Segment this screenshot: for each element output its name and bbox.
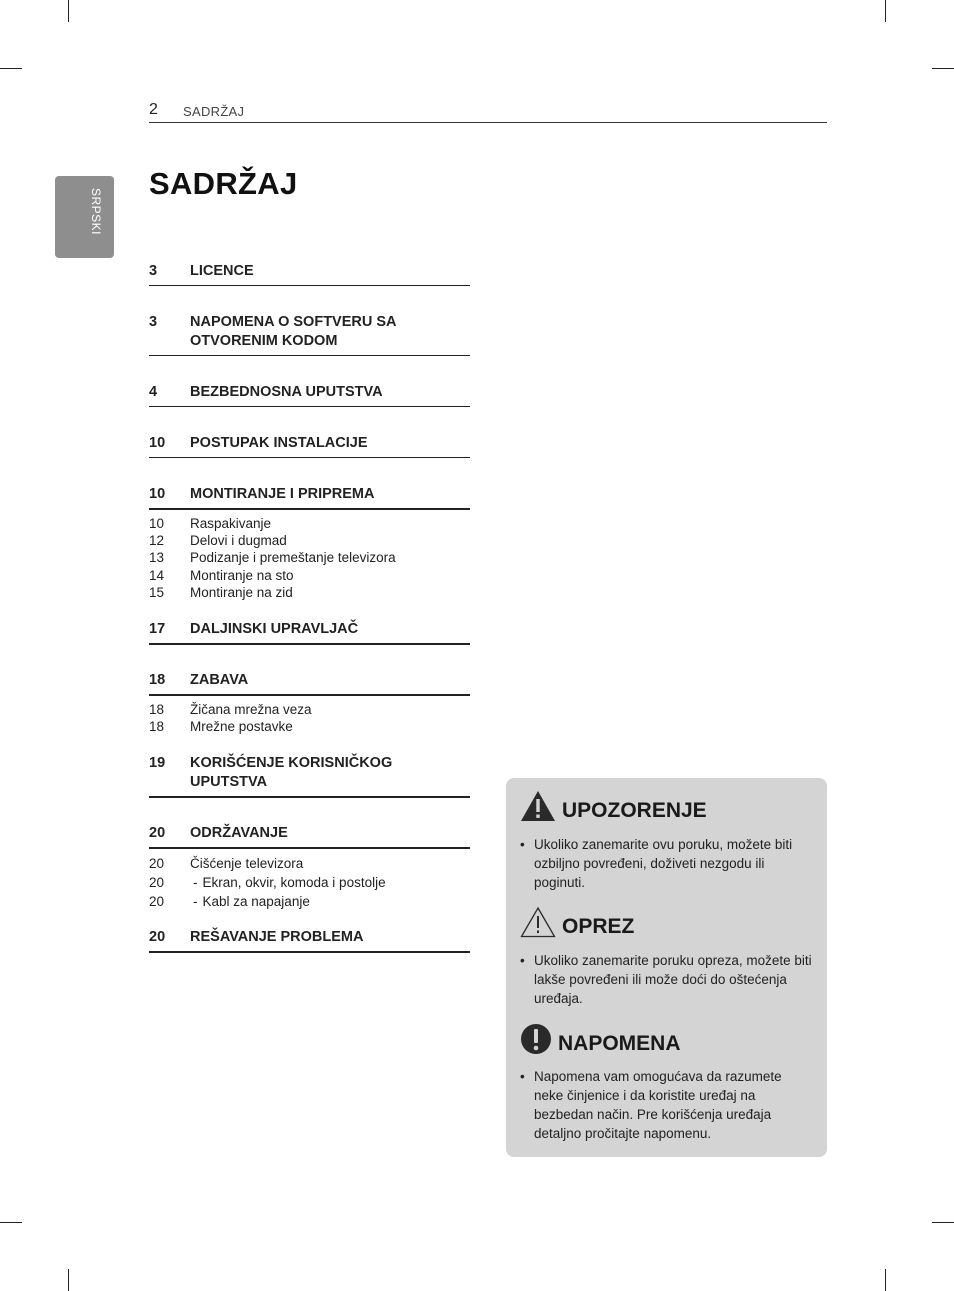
- toc-page-number: 10: [149, 486, 166, 502]
- toc-sub-entry[interactable]: [149, 532, 470, 549]
- caution-text: [520, 951, 812, 1008]
- bullet: •: [520, 953, 525, 968]
- note-exclamation-icon: [520, 1023, 552, 1055]
- toc-title: ODRŽAVANJE: [190, 825, 288, 842]
- toc-sub-title: Podizanje i premeštanje televizora: [190, 550, 396, 566]
- warning-body: Ukoliko zanemarite ovu poruku, možete biti ozbiljno povređeni, doživeti nezgodu ili poginuti.: [534, 837, 793, 890]
- toc-entry[interactable]: [149, 754, 470, 798]
- crop-mark: [885, 0, 886, 22]
- crop-mark: [885, 1269, 886, 1291]
- toc-entry[interactable]: [149, 485, 470, 601]
- page-number: 2: [149, 101, 158, 118]
- toc-entry[interactable]: [149, 262, 470, 286]
- warning-label: UPOZORENJE: [562, 799, 707, 822]
- toc-sub-title: Ekran, okvir, komoda i postolje: [202, 875, 386, 891]
- toc-sub-dash: -: [193, 894, 198, 910]
- toc-sub-title: Montiranje na sto: [190, 567, 294, 583]
- toc-sub-entry[interactable]: [149, 854, 470, 873]
- header-section-title: SADRŽAJ: [183, 104, 245, 119]
- note-body: Napomena vam omogućava da razumete neke činjenice i da koristite uređaj na bezbedan način. Pre korišćenja uređaja detaljno pročitajte napomenu.: [534, 1069, 782, 1141]
- toc-entry[interactable]: [149, 313, 470, 356]
- toc-sub-entry[interactable]: [149, 718, 470, 735]
- note-text: [520, 1067, 812, 1143]
- toc-sub-entry[interactable]: [149, 873, 470, 892]
- note-label: NAPOMENA: [558, 1032, 681, 1055]
- toc-page-number: 10: [149, 435, 166, 451]
- toc-sub-page-number: 12: [149, 533, 165, 549]
- toc-page-number: 17: [149, 621, 166, 638]
- toc-title: POSTUPAK INSTALACIJE: [190, 435, 368, 451]
- toc-page-number: 3: [149, 314, 158, 330]
- toc-sub-entry[interactable]: [149, 892, 470, 911]
- toc-title: KORIŠĆENJE KORISNIČKOG UPUTSTVA: [190, 755, 393, 791]
- toc-title: BEZBEDNOSNA UPUTSTVA: [190, 384, 383, 400]
- toc-sub-title: Montiranje na zid: [190, 584, 293, 600]
- toc-entry[interactable]: [149, 928, 470, 953]
- toc-sub-title: Čišćenje televizora: [190, 856, 304, 872]
- toc-sub-entry[interactable]: [149, 567, 470, 584]
- page-title: SADRŽAJ: [149, 166, 298, 201]
- warning-text: [520, 835, 812, 892]
- toc-sub-page-number: 18: [149, 719, 165, 735]
- toc-title: DALJINSKI UPRAVLJAČ: [190, 621, 359, 638]
- warning-filled-icon: [520, 790, 556, 822]
- toc-title: NAPOMENA O SOFTVERU SA OTVORENIM KODOM: [190, 314, 396, 349]
- toc-title: MONTIRANJE I PRIPREMA: [190, 486, 375, 502]
- crop-mark: [68, 1269, 69, 1291]
- toc-sub-page-number: 18: [149, 702, 165, 718]
- toc-page-number: 3: [149, 263, 158, 279]
- toc-entry[interactable]: [149, 671, 470, 735]
- toc-page-number: 19: [149, 755, 166, 772]
- crop-mark: [68, 0, 69, 22]
- warning-heading: [520, 790, 707, 822]
- toc-page-number: 4: [149, 384, 158, 400]
- notice-box: [506, 778, 827, 1157]
- toc-entry[interactable]: [149, 434, 470, 458]
- toc-sub-title: Mrežne postavke: [190, 719, 293, 735]
- toc-sub-entry[interactable]: [149, 701, 470, 718]
- toc-entry[interactable]: [149, 620, 470, 645]
- toc-title: LICENCE: [190, 263, 254, 279]
- toc-title: ZABAVA: [190, 672, 249, 689]
- toc-sub-entry[interactable]: [149, 584, 470, 601]
- toc-sub-title: Žičana mrežna veza: [190, 702, 312, 718]
- toc-sub-page-number: 20: [149, 894, 165, 910]
- crop-mark: [0, 1222, 22, 1223]
- toc-sub-title: Delovi i dugmad: [190, 533, 287, 549]
- toc-entry[interactable]: [149, 383, 470, 407]
- toc-sub-page-number: 14: [149, 567, 165, 583]
- toc-entry[interactable]: [149, 824, 470, 911]
- crop-mark: [0, 68, 22, 69]
- caution-body: Ukoliko zanemarite poruku opreza, možete biti lakše povređeni ili može doći do oštećenja uređaja.: [534, 953, 812, 1006]
- toc-sub-dash: -: [193, 875, 198, 891]
- note-heading: [520, 1023, 681, 1055]
- caution-outline-icon: [520, 906, 556, 938]
- toc-sub-page-number: 13: [149, 550, 165, 566]
- crop-mark: [932, 68, 954, 69]
- toc-sub-page-number: 20: [149, 875, 165, 891]
- table-of-contents: [149, 262, 470, 953]
- toc-sub-title: Kabl za napajanje: [202, 894, 310, 910]
- toc-sub-title: Raspakivanje: [190, 516, 272, 531]
- caution-heading: [520, 906, 634, 938]
- bullet: •: [520, 1069, 525, 1084]
- toc-sub-page-number: 10: [149, 516, 165, 531]
- toc-title: REŠAVANJE PROBLEMA: [190, 929, 364, 946]
- toc-page-number: 18: [149, 672, 166, 689]
- caution-label: OPREZ: [562, 915, 635, 938]
- toc-sub-page-number: 15: [149, 584, 165, 600]
- bullet: •: [520, 837, 525, 852]
- toc-sub-entry[interactable]: [149, 549, 470, 566]
- toc-sub-page-number: 20: [149, 856, 165, 872]
- page-header: [149, 100, 827, 123]
- language-tab: [55, 176, 114, 258]
- toc-sub-entry[interactable]: [149, 515, 470, 532]
- toc-page-number: 20: [149, 929, 166, 946]
- toc-page-number: 20: [149, 825, 166, 842]
- crop-mark: [932, 1222, 954, 1223]
- language-tab-label: SRPSKI: [89, 188, 103, 236]
